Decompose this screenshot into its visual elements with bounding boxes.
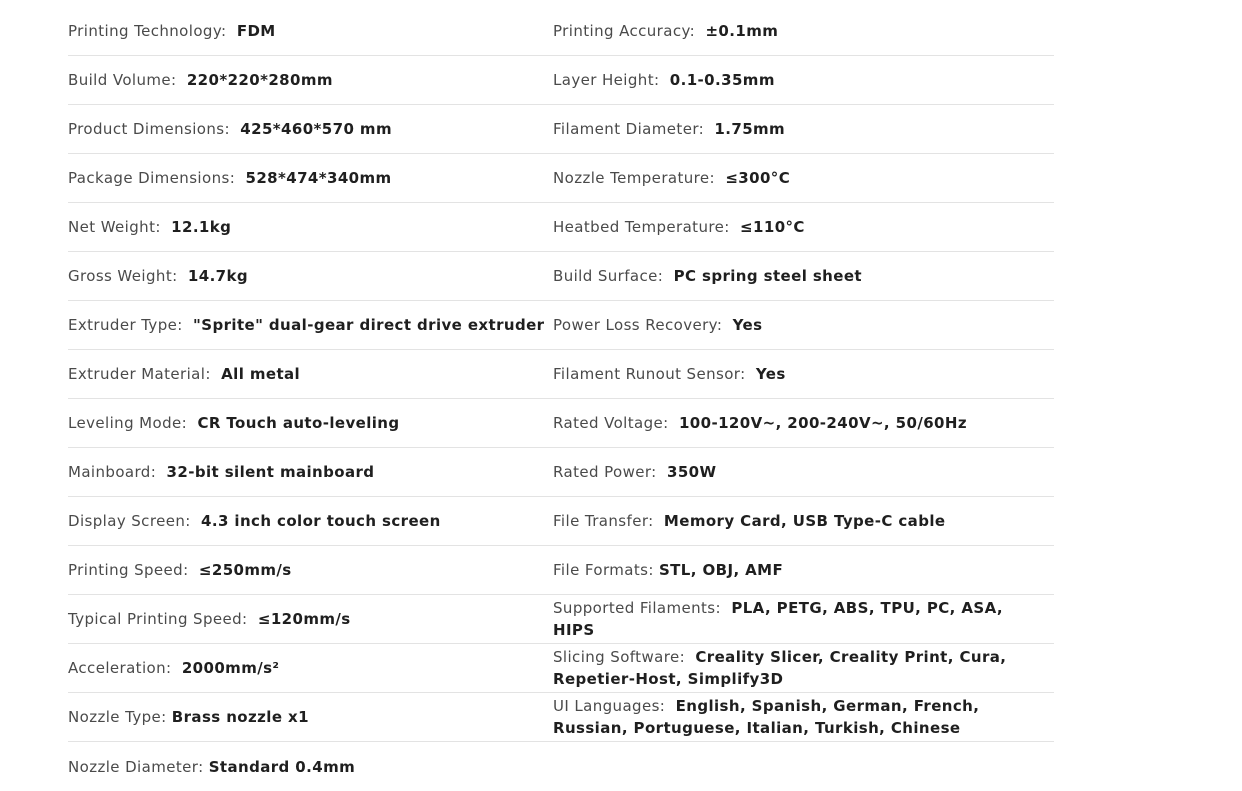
spec-label: Power Loss Recovery: [553,316,723,334]
spec-cell-left [68,693,553,742]
spec-value: Memory Card, USB Type-C cable [663,512,946,530]
spec-cell-left [68,203,553,252]
spec-separator [695,22,705,40]
spec-label: File Formats: [553,561,654,579]
spec-cell-right [553,448,1054,497]
spec-separator [715,169,725,187]
spec-separator [704,120,714,138]
spec-item [68,314,544,336]
spec-cell-right [553,350,1054,399]
spec-separator [248,610,258,628]
spec-value: English, Spanish, German, French, Russian, Portuguese, Italian, Turkish, Chinese [553,697,980,737]
spec-cell-right [553,154,1054,203]
spec-value: FDM [236,22,276,40]
spec-separator [746,365,756,383]
spec-label: Filament Diameter: [553,120,705,138]
spec-separator [659,71,669,89]
spec-separator [176,71,186,89]
spec-row [68,644,1054,693]
spec-row [68,350,1054,399]
spec-cell-left [68,7,553,56]
spec-item [553,363,796,385]
spec-separator [189,561,199,579]
spec-value: 12.1kg [171,218,232,236]
spec-separator [178,267,188,285]
spec-cell-left [68,154,553,203]
spec-cell-right [553,7,1054,56]
spec-row [68,203,1054,252]
spec-separator [183,316,193,334]
spec-value: Yes [732,316,763,334]
spec-item [553,69,785,91]
spec-item [553,695,1054,739]
spec-separator [226,22,236,40]
spec-row [68,497,1054,546]
spec-label: Nozzle Temperature: [553,169,715,187]
spec-row [68,595,1054,644]
spec-cell-left [68,252,553,301]
spec-item [68,510,441,532]
spec-label: Extruder Type: [68,316,183,334]
spec-cell-right [553,742,1054,791]
spec-value: 0.1-0.35mm [669,71,775,89]
spec-separator [161,218,171,236]
spec-separator [657,463,667,481]
spec-cell-left [68,399,553,448]
spec-item [68,20,276,42]
spec-separator [191,512,201,530]
spec-value: 425*460*570 mm [240,120,392,138]
spec-cell-left [68,448,553,497]
spec-row [68,301,1054,350]
spec-value: ≤250mm/s [198,561,292,579]
spec-item [68,706,309,728]
spec-separator [654,512,664,530]
spec-value: PLA, PETG, ABS, TPU, PC, ASA, HIPS [553,599,1004,639]
spec-separator [187,414,197,432]
spec-value: 4.3 inch color touch screen [201,512,441,530]
spec-label: Slicing Software: [553,648,686,666]
spec-value: 32-bit silent mainboard [166,463,375,481]
spec-label: Product Dimensions: [68,120,230,138]
spec-cell-right [553,252,1054,301]
spec-value: 220*220*280mm [186,71,333,89]
spec-value: CR Touch auto-leveling [197,414,400,432]
spec-separator [669,414,679,432]
spec-item [68,756,355,778]
spec-label: Extruder Material: [68,365,211,383]
spec-separator [730,218,740,236]
spec-item [553,167,800,189]
spec-label: Layer Height: [553,71,660,89]
spec-row [68,742,1054,791]
spec-row [68,105,1054,154]
spec-label: Acceleration: [68,659,172,677]
spec-cell-right [553,203,1054,252]
spec-separator [663,267,673,285]
spec-label: Leveling Mode: [68,414,188,432]
spec-table [68,7,1054,791]
spec-value: 350W [666,463,717,481]
spec-row [68,154,1054,203]
spec-item [553,265,872,287]
spec-label: Rated Voltage: [553,414,669,432]
spec-item [68,167,392,189]
spec-separator [230,120,240,138]
spec-cell-left [68,595,553,644]
spec-separator [235,169,245,187]
spec-item [68,412,400,434]
spec-item [68,216,231,238]
spec-cell-left [68,56,553,105]
spec-separator [721,599,731,617]
spec-separator [156,463,166,481]
spec-label: Nozzle Diameter: [68,757,204,776]
spec-value: 528*474*340mm [245,169,392,187]
spec-label: UI Languages: [553,697,666,715]
spec-row [68,693,1054,742]
spec-label: Nozzle Type: [68,708,167,726]
spec-value: 14.7kg [187,267,249,285]
spec-item [553,412,977,434]
spec-item [68,559,292,581]
spec-item [553,118,795,140]
spec-item [553,597,1054,641]
spec-label: Printing Speed: [68,561,189,579]
spec-item [553,646,1054,690]
spec-cell-right [553,56,1054,105]
spec-label: Build Surface: [553,267,664,285]
spec-value: 100-120V~, 200-240V~, 50/60Hz [678,414,967,432]
spec-value: "Sprite" dual-gear direct drive extruder [193,316,545,334]
spec-label: Mainboard: [68,463,157,481]
spec-label: Heatbed Temperature: [553,218,730,236]
spec-label: Rated Power: [553,463,657,481]
spec-value: 1.75mm [714,120,786,138]
spec-row [68,546,1054,595]
spec-item [553,216,815,238]
spec-value: Yes [755,365,786,383]
spec-separator [722,316,732,334]
spec-label: File Transfer: [553,512,654,530]
spec-row [68,56,1054,105]
spec-label: Build Volume: [68,71,177,89]
spec-separator [685,648,695,666]
spec-cell-left [68,105,553,154]
spec-value: ≤300°C [725,169,791,187]
spec-value: PC spring steel sheet [673,267,862,285]
spec-item [68,265,248,287]
spec-item [68,69,333,91]
spec-item [553,314,772,336]
spec-item [553,510,955,532]
spec-item [68,657,279,679]
spec-value: Brass nozzle x1 [171,708,309,726]
spec-value: STL, OBJ, AMF [658,561,784,579]
spec-item [553,559,793,581]
spec-cell-right [553,595,1054,644]
spec-value: ≤110°C [740,218,805,236]
spec-separator [665,697,675,715]
spec-cell-left [68,644,553,693]
spec-value: ≤120mm/s [257,610,351,628]
spec-cell-right [553,301,1054,350]
spec-item [553,461,726,483]
spec-label: Supported Filaments: [553,599,721,617]
spec-cell-right [553,497,1054,546]
spec-value: 2000mm/s² [181,659,280,677]
spec-separator [211,365,221,383]
spec-value: Standard 0.4mm [208,757,356,776]
spec-item [68,118,392,140]
spec-cell-right [553,644,1054,693]
spec-item [553,20,788,42]
spec-cell-left [68,301,553,350]
spec-value: Creality Slicer, Creality Print, Cura, Repetier-Host, Simplify3D [553,648,1007,688]
spec-value: ±0.1mm [705,22,779,40]
spec-cell-left [68,350,553,399]
spec-label: Net Weight: [68,218,161,236]
spec-value: All metal [221,365,301,383]
spec-cell-left [68,546,553,595]
spec-cell-left [68,742,553,791]
spec-row [68,252,1054,301]
spec-row [68,399,1054,448]
spec-cell-left [68,497,553,546]
spec-cell-right [553,399,1054,448]
spec-label: Typical Printing Speed: [68,610,248,628]
spec-row [68,448,1054,497]
spec-label: Gross Weight: [68,267,178,285]
spec-separator [171,659,181,677]
spec-label: Printing Technology: [68,22,227,40]
spec-label: Display Screen: [68,512,191,530]
spec-cell-right [553,693,1054,742]
spec-label: Filament Runout Sensor: [553,365,746,383]
spec-item [68,461,374,483]
spec-item [68,363,300,385]
spec-item [68,608,351,630]
spec-label: Package Dimensions: [68,169,236,187]
spec-cell-right [553,546,1054,595]
spec-label: Printing Accuracy: [553,22,696,40]
spec-row [68,7,1054,56]
spec-cell-right [553,105,1054,154]
